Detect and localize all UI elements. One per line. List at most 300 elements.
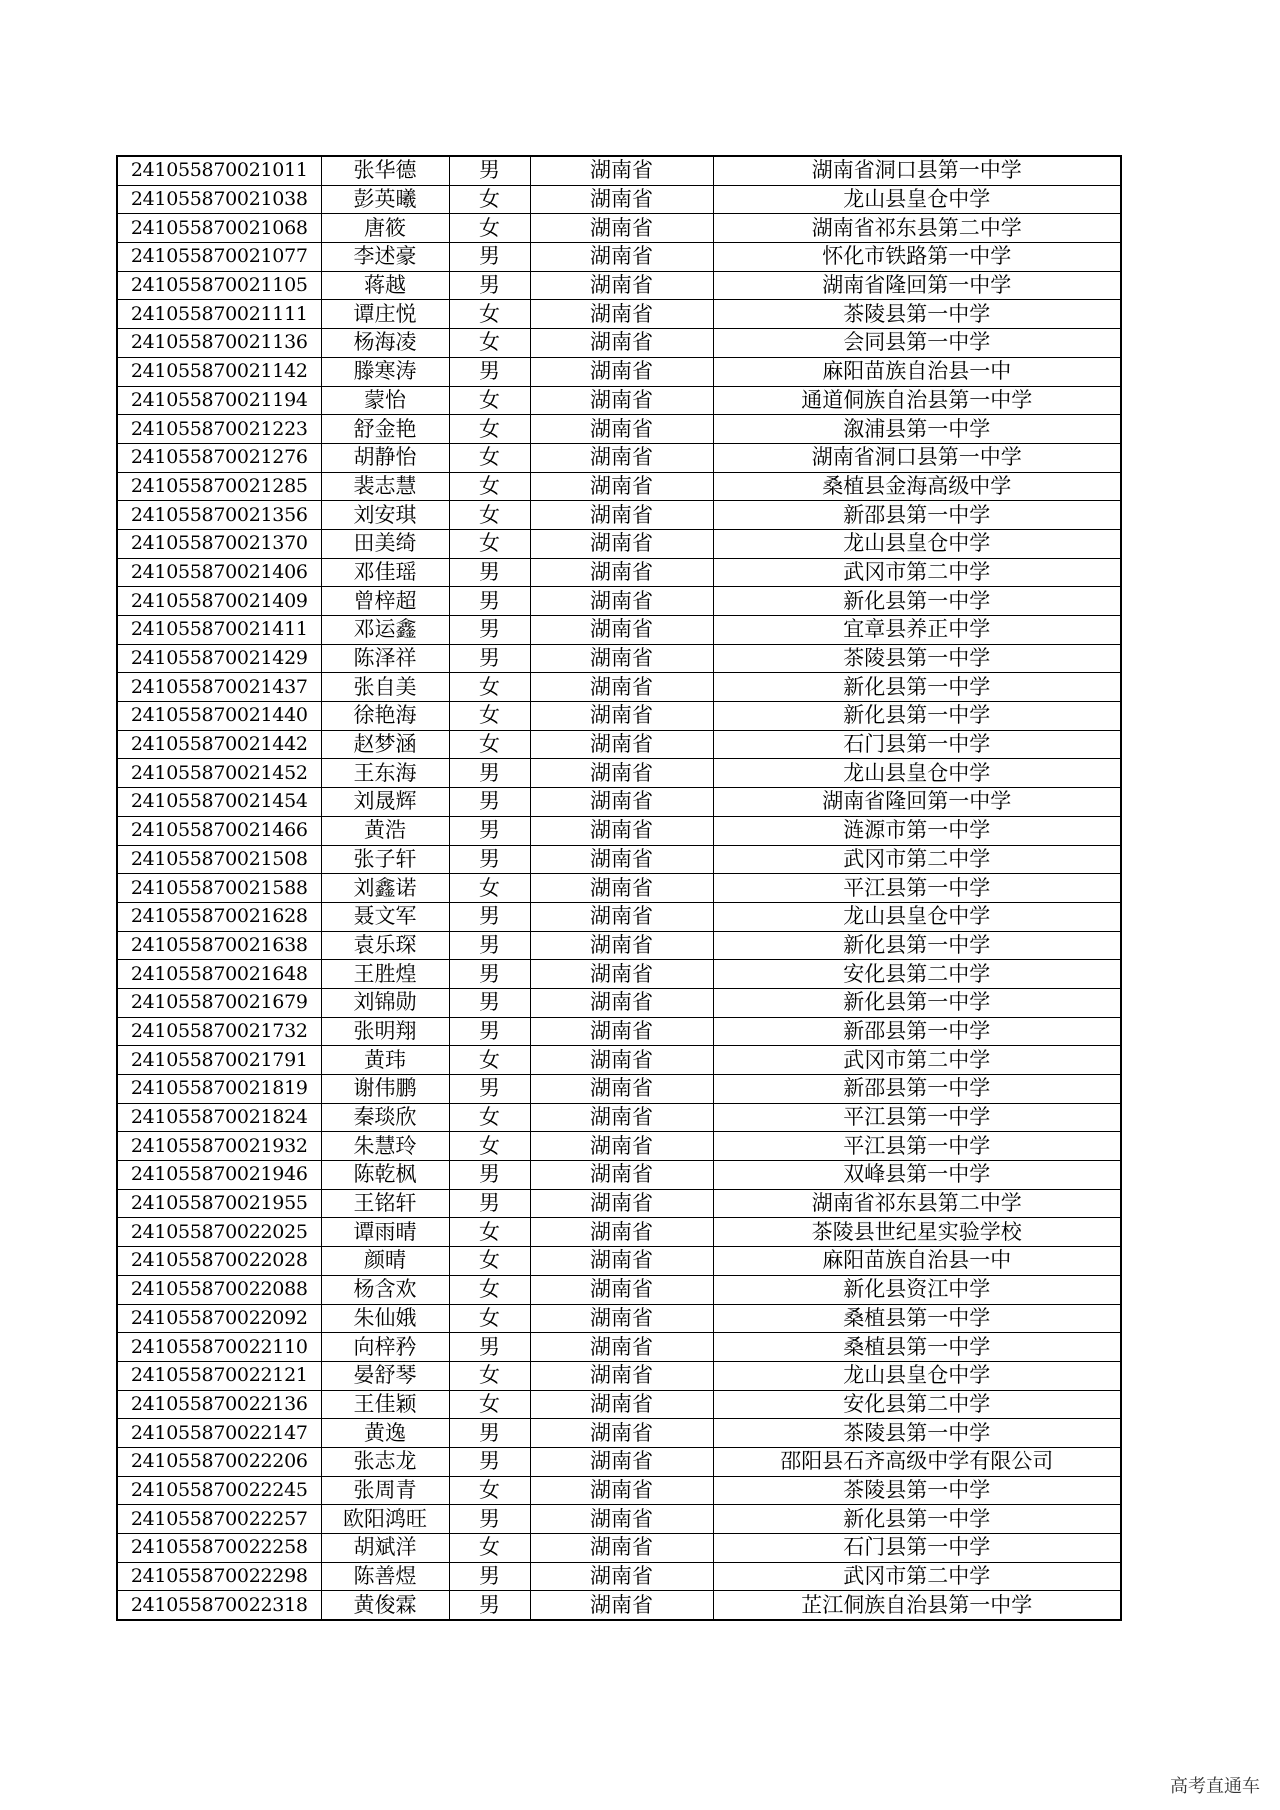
table-row xyxy=(117,816,1121,845)
province-cell: 湖南省 xyxy=(530,1562,713,1591)
name-cell: 黄浩 xyxy=(321,816,449,845)
school-cell: 邵阳县石齐高级中学有限公司 xyxy=(713,1447,1121,1476)
table-row xyxy=(117,644,1121,673)
exam-number-cell: 241055870021285 xyxy=(117,472,321,501)
table-row xyxy=(117,988,1121,1017)
table-row xyxy=(117,1591,1121,1620)
school-cell: 武冈市第二中学 xyxy=(713,1046,1121,1075)
school-cell: 平江县第一中学 xyxy=(713,1103,1121,1132)
school-cell: 茶陵县第一中学 xyxy=(713,300,1121,329)
table-row xyxy=(117,472,1121,501)
exam-number-cell: 241055870021068 xyxy=(117,214,321,243)
gender-cell: 女 xyxy=(449,1534,530,1563)
province-cell: 湖南省 xyxy=(530,931,713,960)
gender-cell: 男 xyxy=(449,1161,530,1190)
exam-number-cell: 241055870022110 xyxy=(117,1333,321,1362)
gender-cell: 女 xyxy=(449,702,530,731)
exam-number-cell: 241055870021411 xyxy=(117,616,321,645)
school-cell: 会同县第一中学 xyxy=(713,329,1121,358)
exam-number-cell: 241055870021628 xyxy=(117,902,321,931)
gender-cell: 女 xyxy=(449,1103,530,1132)
school-cell: 新邵县第一中学 xyxy=(713,1075,1121,1104)
exam-number-cell: 241055870021223 xyxy=(117,415,321,444)
province-cell: 湖南省 xyxy=(530,386,713,415)
table-row xyxy=(117,1304,1121,1333)
province-cell: 湖南省 xyxy=(530,185,713,214)
province-cell: 湖南省 xyxy=(530,1189,713,1218)
gender-cell: 女 xyxy=(449,1476,530,1505)
province-cell: 湖南省 xyxy=(530,501,713,530)
province-cell: 湖南省 xyxy=(530,1275,713,1304)
gender-cell: 男 xyxy=(449,616,530,645)
province-cell: 湖南省 xyxy=(530,960,713,989)
gender-cell: 男 xyxy=(449,1075,530,1104)
exam-number-cell: 241055870022088 xyxy=(117,1275,321,1304)
name-cell: 谭雨晴 xyxy=(321,1218,449,1247)
province-cell: 湖南省 xyxy=(530,214,713,243)
name-cell: 朱慧玲 xyxy=(321,1132,449,1161)
table-row xyxy=(117,1132,1121,1161)
school-cell: 桑植县第一中学 xyxy=(713,1333,1121,1362)
name-cell: 袁乐琛 xyxy=(321,931,449,960)
gender-cell: 女 xyxy=(449,185,530,214)
school-cell: 宜章县养正中学 xyxy=(713,616,1121,645)
table-row xyxy=(117,300,1121,329)
table-row xyxy=(117,357,1121,386)
school-cell: 龙山县皇仓中学 xyxy=(713,759,1121,788)
province-cell: 湖南省 xyxy=(530,1017,713,1046)
gender-cell: 男 xyxy=(449,1333,530,1362)
table-row xyxy=(117,185,1121,214)
school-cell: 武冈市第二中学 xyxy=(713,845,1121,874)
table-row xyxy=(117,1218,1121,1247)
name-cell: 黄玮 xyxy=(321,1046,449,1075)
exam-number-cell: 241055870022092 xyxy=(117,1304,321,1333)
name-cell: 彭英曦 xyxy=(321,185,449,214)
province-cell: 湖南省 xyxy=(530,1103,713,1132)
exam-number-cell: 241055870021452 xyxy=(117,759,321,788)
school-cell: 湖南省祁东县第二中学 xyxy=(713,214,1121,243)
gender-cell: 女 xyxy=(449,1390,530,1419)
province-cell: 湖南省 xyxy=(530,1046,713,1075)
school-cell: 茶陵县第一中学 xyxy=(713,644,1121,673)
table-row xyxy=(117,243,1121,272)
school-cell: 湖南省隆回第一中学 xyxy=(713,788,1121,817)
name-cell: 邓佳瑶 xyxy=(321,558,449,587)
name-cell: 裴志慧 xyxy=(321,472,449,501)
gender-cell: 女 xyxy=(449,673,530,702)
school-cell: 新化县第一中学 xyxy=(713,673,1121,702)
exam-number-cell: 241055870021819 xyxy=(117,1075,321,1104)
gender-cell: 女 xyxy=(449,1132,530,1161)
school-cell: 湖南省洞口县第一中学 xyxy=(713,443,1121,472)
table-row xyxy=(117,788,1121,817)
exam-number-cell: 241055870021406 xyxy=(117,558,321,587)
gender-cell: 男 xyxy=(449,1505,530,1534)
exam-number-cell: 241055870021508 xyxy=(117,845,321,874)
exam-number-cell: 241055870022147 xyxy=(117,1419,321,1448)
name-cell: 晏舒琴 xyxy=(321,1361,449,1390)
name-cell: 蒋越 xyxy=(321,271,449,300)
school-cell: 茶陵县第一中学 xyxy=(713,1419,1121,1448)
exam-number-cell: 241055870021791 xyxy=(117,1046,321,1075)
school-cell: 怀化市铁路第一中学 xyxy=(713,243,1121,272)
exam-number-cell: 241055870022121 xyxy=(117,1361,321,1390)
name-cell: 黄俊霖 xyxy=(321,1591,449,1620)
table-row xyxy=(117,1447,1121,1476)
student-list-table xyxy=(116,155,1122,1621)
gender-cell: 男 xyxy=(449,1419,530,1448)
exam-number-cell: 241055870021946 xyxy=(117,1161,321,1190)
gender-cell: 男 xyxy=(449,902,530,931)
name-cell: 张周青 xyxy=(321,1476,449,1505)
gender-cell: 男 xyxy=(449,243,530,272)
gender-cell: 男 xyxy=(449,644,530,673)
school-cell: 新化县第一中学 xyxy=(713,702,1121,731)
school-cell: 石门县第一中学 xyxy=(713,1534,1121,1563)
gender-cell: 男 xyxy=(449,960,530,989)
gender-cell: 男 xyxy=(449,816,530,845)
school-cell: 龙山县皇仓中学 xyxy=(713,529,1121,558)
table-row xyxy=(117,1476,1121,1505)
table-row xyxy=(117,1534,1121,1563)
gender-cell: 女 xyxy=(449,443,530,472)
province-cell: 湖南省 xyxy=(530,558,713,587)
exam-number-cell: 241055870021932 xyxy=(117,1132,321,1161)
school-cell: 新化县第一中学 xyxy=(713,587,1121,616)
name-cell: 颜晴 xyxy=(321,1247,449,1276)
table-row xyxy=(117,1161,1121,1190)
exam-number-cell: 241055870021679 xyxy=(117,988,321,1017)
name-cell: 唐筱 xyxy=(321,214,449,243)
exam-number-cell: 241055870022318 xyxy=(117,1591,321,1620)
province-cell: 湖南省 xyxy=(530,788,713,817)
name-cell: 张明翔 xyxy=(321,1017,449,1046)
school-cell: 龙山县皇仓中学 xyxy=(713,902,1121,931)
school-cell: 石门县第一中学 xyxy=(713,730,1121,759)
exam-number-cell: 241055870021276 xyxy=(117,443,321,472)
exam-number-cell: 241055870021077 xyxy=(117,243,321,272)
table-row xyxy=(117,329,1121,358)
name-cell: 滕寒涛 xyxy=(321,357,449,386)
table-row xyxy=(117,1046,1121,1075)
exam-number-cell: 241055870022258 xyxy=(117,1534,321,1563)
province-cell: 湖南省 xyxy=(530,529,713,558)
province-cell: 湖南省 xyxy=(530,1361,713,1390)
school-cell: 麻阳苗族自治县一中 xyxy=(713,357,1121,386)
school-cell: 桑植县金海高级中学 xyxy=(713,472,1121,501)
table-row xyxy=(117,902,1121,931)
watermark-text: 高考直通车 xyxy=(1170,1776,1260,1797)
name-cell: 徐艳海 xyxy=(321,702,449,731)
gender-cell: 女 xyxy=(449,874,530,903)
name-cell: 蒙怡 xyxy=(321,386,449,415)
province-cell: 湖南省 xyxy=(530,1591,713,1620)
exam-number-cell: 241055870022206 xyxy=(117,1447,321,1476)
school-cell: 麻阳苗族自治县一中 xyxy=(713,1247,1121,1276)
gender-cell: 女 xyxy=(449,1046,530,1075)
exam-number-cell: 241055870021105 xyxy=(117,271,321,300)
name-cell: 李述豪 xyxy=(321,243,449,272)
exam-number-cell: 241055870022028 xyxy=(117,1247,321,1276)
province-cell: 湖南省 xyxy=(530,243,713,272)
name-cell: 张子轩 xyxy=(321,845,449,874)
table-row xyxy=(117,501,1121,530)
table-row xyxy=(117,616,1121,645)
school-cell: 湖南省祁东县第二中学 xyxy=(713,1189,1121,1218)
table-row xyxy=(117,415,1121,444)
school-cell: 龙山县皇仓中学 xyxy=(713,1361,1121,1390)
table-row xyxy=(117,1075,1121,1104)
province-cell: 湖南省 xyxy=(530,1218,713,1247)
school-cell: 涟源市第一中学 xyxy=(713,816,1121,845)
exam-number-cell: 241055870021588 xyxy=(117,874,321,903)
table-row xyxy=(117,960,1121,989)
table-row xyxy=(117,702,1121,731)
name-cell: 张华德 xyxy=(321,156,449,185)
name-cell: 田美绮 xyxy=(321,529,449,558)
exam-number-cell: 241055870021038 xyxy=(117,185,321,214)
table-row xyxy=(117,1017,1121,1046)
province-cell: 湖南省 xyxy=(530,443,713,472)
name-cell: 张自美 xyxy=(321,673,449,702)
table-row xyxy=(117,1505,1121,1534)
table-row xyxy=(117,558,1121,587)
table-row xyxy=(117,1247,1121,1276)
school-cell: 新化县第一中学 xyxy=(713,988,1121,1017)
gender-cell: 女 xyxy=(449,329,530,358)
name-cell: 赵梦涵 xyxy=(321,730,449,759)
school-cell: 新化县第一中学 xyxy=(713,1505,1121,1534)
name-cell: 秦琰欣 xyxy=(321,1103,449,1132)
exam-number-cell: 241055870021638 xyxy=(117,931,321,960)
name-cell: 欧阳鸿旺 xyxy=(321,1505,449,1534)
province-cell: 湖南省 xyxy=(530,1132,713,1161)
gender-cell: 女 xyxy=(449,472,530,501)
school-cell: 新邵县第一中学 xyxy=(713,1017,1121,1046)
gender-cell: 男 xyxy=(449,788,530,817)
table-row xyxy=(117,931,1121,960)
province-cell: 湖南省 xyxy=(530,1476,713,1505)
exam-number-cell: 241055870022298 xyxy=(117,1562,321,1591)
gender-cell: 女 xyxy=(449,1275,530,1304)
gender-cell: 男 xyxy=(449,845,530,874)
exam-number-cell: 241055870022136 xyxy=(117,1390,321,1419)
name-cell: 陈泽祥 xyxy=(321,644,449,673)
table-row xyxy=(117,443,1121,472)
gender-cell: 女 xyxy=(449,529,530,558)
province-cell: 湖南省 xyxy=(530,329,713,358)
province-cell: 湖南省 xyxy=(530,616,713,645)
gender-cell: 女 xyxy=(449,1218,530,1247)
gender-cell: 女 xyxy=(449,214,530,243)
gender-cell: 女 xyxy=(449,386,530,415)
table-row xyxy=(117,730,1121,759)
exam-number-cell: 241055870021111 xyxy=(117,300,321,329)
school-cell: 武冈市第二中学 xyxy=(713,1562,1121,1591)
name-cell: 胡静怡 xyxy=(321,443,449,472)
school-cell: 茶陵县第一中学 xyxy=(713,1476,1121,1505)
exam-number-cell: 241055870021648 xyxy=(117,960,321,989)
province-cell: 湖南省 xyxy=(530,702,713,731)
name-cell: 杨含欢 xyxy=(321,1275,449,1304)
school-cell: 双峰县第一中学 xyxy=(713,1161,1121,1190)
school-cell: 茶陵县世纪星实验学校 xyxy=(713,1218,1121,1247)
exam-number-cell: 241055870022245 xyxy=(117,1476,321,1505)
name-cell: 谭庄悦 xyxy=(321,300,449,329)
province-cell: 湖南省 xyxy=(530,1419,713,1448)
exam-number-cell: 241055870021955 xyxy=(117,1189,321,1218)
name-cell: 刘鑫诺 xyxy=(321,874,449,903)
exam-number-cell: 241055870021437 xyxy=(117,673,321,702)
name-cell: 杨海凌 xyxy=(321,329,449,358)
province-cell: 湖南省 xyxy=(530,845,713,874)
school-cell: 安化县第二中学 xyxy=(713,1390,1121,1419)
gender-cell: 女 xyxy=(449,1304,530,1333)
gender-cell: 男 xyxy=(449,357,530,386)
school-cell: 溆浦县第一中学 xyxy=(713,415,1121,444)
table-row xyxy=(117,587,1121,616)
gender-cell: 女 xyxy=(449,300,530,329)
province-cell: 湖南省 xyxy=(530,156,713,185)
table-row xyxy=(117,1562,1121,1591)
province-cell: 湖南省 xyxy=(530,816,713,845)
gender-cell: 女 xyxy=(449,501,530,530)
name-cell: 王胜煌 xyxy=(321,960,449,989)
exam-number-cell: 241055870021142 xyxy=(117,357,321,386)
name-cell: 曾梓超 xyxy=(321,587,449,616)
exam-number-cell: 241055870021194 xyxy=(117,386,321,415)
name-cell: 朱仙娥 xyxy=(321,1304,449,1333)
province-cell: 湖南省 xyxy=(530,644,713,673)
student-list-body xyxy=(117,156,1121,1620)
name-cell: 王佳颖 xyxy=(321,1390,449,1419)
table-row xyxy=(117,673,1121,702)
table-row xyxy=(117,1333,1121,1362)
exam-number-cell: 241055870021824 xyxy=(117,1103,321,1132)
name-cell: 谢伟鹏 xyxy=(321,1075,449,1104)
school-cell: 湖南省洞口县第一中学 xyxy=(713,156,1121,185)
exam-number-cell: 241055870021440 xyxy=(117,702,321,731)
exam-number-cell: 241055870021370 xyxy=(117,529,321,558)
province-cell: 湖南省 xyxy=(530,874,713,903)
province-cell: 湖南省 xyxy=(530,1161,713,1190)
province-cell: 湖南省 xyxy=(530,1247,713,1276)
province-cell: 湖南省 xyxy=(530,271,713,300)
school-cell: 武冈市第二中学 xyxy=(713,558,1121,587)
name-cell: 胡斌洋 xyxy=(321,1534,449,1563)
school-cell: 桑植县第一中学 xyxy=(713,1304,1121,1333)
province-cell: 湖南省 xyxy=(530,1390,713,1419)
gender-cell: 男 xyxy=(449,1017,530,1046)
exam-number-cell: 241055870021442 xyxy=(117,730,321,759)
province-cell: 湖南省 xyxy=(530,988,713,1017)
table-row xyxy=(117,1361,1121,1390)
school-cell: 新邵县第一中学 xyxy=(713,501,1121,530)
gender-cell: 女 xyxy=(449,730,530,759)
province-cell: 湖南省 xyxy=(530,415,713,444)
gender-cell: 男 xyxy=(449,1591,530,1620)
exam-number-cell: 241055870021409 xyxy=(117,587,321,616)
province-cell: 湖南省 xyxy=(530,902,713,931)
name-cell: 刘锦勋 xyxy=(321,988,449,1017)
school-cell: 通道侗族自治县第一中学 xyxy=(713,386,1121,415)
name-cell: 舒金艳 xyxy=(321,415,449,444)
school-cell: 平江县第一中学 xyxy=(713,874,1121,903)
school-cell: 平江县第一中学 xyxy=(713,1132,1121,1161)
name-cell: 张志龙 xyxy=(321,1447,449,1476)
name-cell: 刘安琪 xyxy=(321,501,449,530)
gender-cell: 男 xyxy=(449,271,530,300)
table-row xyxy=(117,1103,1121,1132)
province-cell: 湖南省 xyxy=(530,1505,713,1534)
exam-number-cell: 241055870022257 xyxy=(117,1505,321,1534)
province-cell: 湖南省 xyxy=(530,1304,713,1333)
name-cell: 陈乾枫 xyxy=(321,1161,449,1190)
exam-number-cell: 241055870021356 xyxy=(117,501,321,530)
province-cell: 湖南省 xyxy=(530,1534,713,1563)
exam-number-cell: 241055870021454 xyxy=(117,788,321,817)
table-row xyxy=(117,1189,1121,1218)
table-row xyxy=(117,271,1121,300)
exam-number-cell: 241055870021466 xyxy=(117,816,321,845)
name-cell: 王东海 xyxy=(321,759,449,788)
exam-number-cell: 241055870021136 xyxy=(117,329,321,358)
table-row xyxy=(117,1419,1121,1448)
name-cell: 王铭轩 xyxy=(321,1189,449,1218)
province-cell: 湖南省 xyxy=(530,1333,713,1362)
name-cell: 刘晟辉 xyxy=(321,788,449,817)
table-row xyxy=(117,214,1121,243)
province-cell: 湖南省 xyxy=(530,1447,713,1476)
gender-cell: 女 xyxy=(449,1247,530,1276)
school-cell: 龙山县皇仓中学 xyxy=(713,185,1121,214)
province-cell: 湖南省 xyxy=(530,759,713,788)
name-cell: 黄逸 xyxy=(321,1419,449,1448)
table-row xyxy=(117,874,1121,903)
exam-number-cell: 241055870021011 xyxy=(117,156,321,185)
gender-cell: 男 xyxy=(449,988,530,1017)
table-row xyxy=(117,1275,1121,1304)
table-row xyxy=(117,529,1121,558)
gender-cell: 男 xyxy=(449,558,530,587)
school-cell: 新化县第一中学 xyxy=(713,931,1121,960)
province-cell: 湖南省 xyxy=(530,357,713,386)
gender-cell: 男 xyxy=(449,587,530,616)
name-cell: 聂文军 xyxy=(321,902,449,931)
gender-cell: 男 xyxy=(449,1189,530,1218)
table-row xyxy=(117,759,1121,788)
school-cell: 安化县第二中学 xyxy=(713,960,1121,989)
gender-cell: 男 xyxy=(449,1447,530,1476)
school-cell: 新化县资江中学 xyxy=(713,1275,1121,1304)
gender-cell: 女 xyxy=(449,415,530,444)
exam-number-cell: 241055870021732 xyxy=(117,1017,321,1046)
table-row xyxy=(117,386,1121,415)
table-row xyxy=(117,845,1121,874)
name-cell: 向梓矜 xyxy=(321,1333,449,1362)
exam-number-cell: 241055870022025 xyxy=(117,1218,321,1247)
gender-cell: 男 xyxy=(449,1562,530,1591)
gender-cell: 男 xyxy=(449,156,530,185)
province-cell: 湖南省 xyxy=(530,300,713,329)
gender-cell: 男 xyxy=(449,931,530,960)
province-cell: 湖南省 xyxy=(530,472,713,501)
exam-number-cell: 241055870021429 xyxy=(117,644,321,673)
school-cell: 芷江侗族自治县第一中学 xyxy=(713,1591,1121,1620)
table-row xyxy=(117,1390,1121,1419)
name-cell: 邓运鑫 xyxy=(321,616,449,645)
